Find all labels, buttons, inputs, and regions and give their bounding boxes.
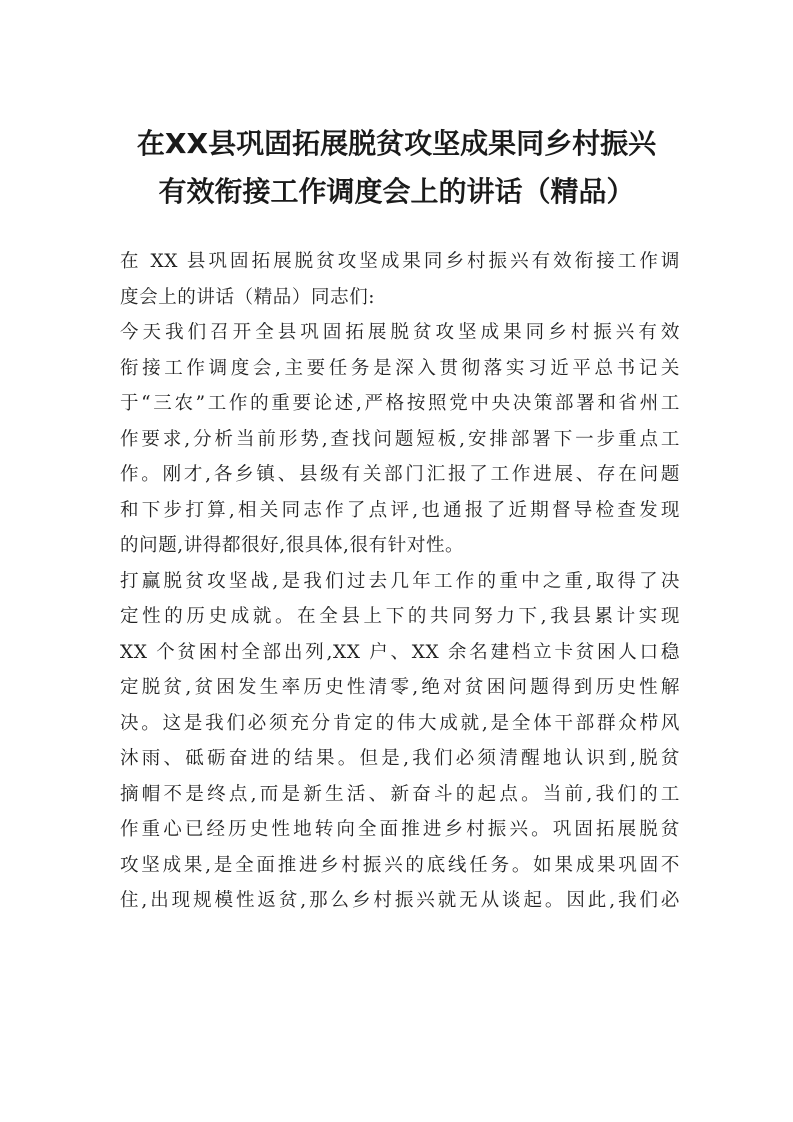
title-line: 在XX县巩固拓展脱贫攻坚成果同乡村振兴: [136, 127, 657, 160]
text-line: 于“三农”工作的重要论述,严格按照党中央决策部署和省州工: [120, 393, 680, 414]
text-line: 打赢脱贫攻坚战,是我们过去几年工作的重中之重,取得了决: [120, 570, 680, 592]
text-line: XX 个贫困村全部出列,XX 户、XX 余名建档立卡贫困人口稳: [120, 641, 680, 663]
text-line: 作。刚才,各乡镇、县级有关部门汇报了工作进展、存在问题: [120, 464, 680, 485]
text-line: 度会上的讲话（精品）同志们:: [120, 286, 376, 308]
text-line: 沐雨、砥砺奋进的结果。但是,我们必须清醒地认识到,脱贫: [120, 748, 680, 769]
text-line: 摘帽不是终点,而是新生活、新奋斗的起点。当前,我们的工: [120, 783, 680, 805]
title-line: 有效衔接工作调度会上的讲话（精品）: [158, 175, 635, 208]
text-line: 的问题,讲得都很好,很具体,很有针对性。: [120, 535, 465, 556]
paragraph-achievements: [120, 564, 680, 919]
text-line: 今天我们召开全县巩固拓展脱贫攻坚成果同乡村振兴有效: [120, 322, 680, 343]
document-title: [100, 120, 693, 216]
text-line: 作要求,分析当前形势,查找问题短板,安排部署下一步重点工: [120, 428, 680, 450]
text-line: 衔接工作调度会,主要任务是深入贯彻落实习近平总书记关: [120, 357, 680, 379]
paragraph-opening: [120, 315, 680, 564]
paragraph-greeting: [120, 244, 680, 315]
text-line: 和下步打算,相关同志作了点评,也通报了近期督导检查发现: [120, 499, 680, 521]
text-line: 定脱贫,贫困发生率历史性清零,绝对贫困问题得到历史性解: [120, 677, 680, 698]
document-body: [120, 244, 680, 919]
text-line: 作重心已经历史性地转向全面推进乡村振兴。巩固拓展脱贫: [120, 819, 680, 840]
text-line: 定性的历史成就。在全县上下的共同努力下,我县累计实现: [120, 606, 680, 627]
text-line: 住,出现规模性返贫,那么乡村振兴就无从谈起。因此,我们必: [120, 890, 680, 911]
text-line: 决。这是我们必须充分肯定的伟大成就,是全体干部群众栉风: [120, 712, 680, 734]
text-line: 在 XX 县巩固拓展脱贫攻坚成果同乡村振兴有效衔接工作调: [120, 251, 680, 272]
text-line: 攻坚成果,是全面推进乡村振兴的底线任务。如果成果巩固不: [120, 854, 680, 876]
